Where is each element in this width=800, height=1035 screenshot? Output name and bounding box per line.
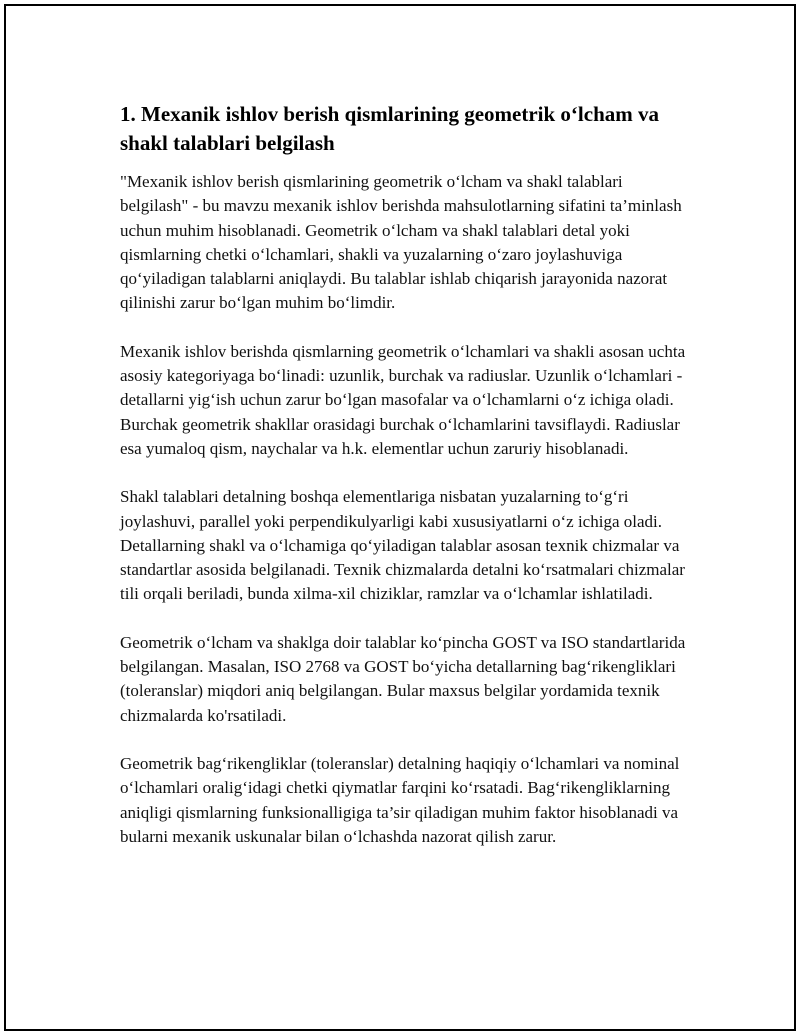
paragraph-dimension-categories: Mexanik ishlov berishda qismlarning geometrik o‘lchamlari va shakli asosan uchta asosiy kategoriyaga bo‘linadi: uzunlik, burchak va radiuslar. Uzunlik o‘lchamlari - detallarni yig‘ish uchun zarur bo‘lgan masofalar va o‘lchamlarni o‘z ichiga oladi. Burchak geometrik shakllar orasidagi burchak o‘lchamlarini tavsiflaydi. Radiuslar esa yumaloq qism, naychalar va h.k. elementlar uchun zaruriy hisoblanadi. [120,341,686,458]
paragraph-standards: Geometrik o‘lcham va shaklga doir talablar ko‘pincha GOST va ISO standartlarida belgilangan. Masalan, ISO 2768 va GOST bo‘yicha detallarning bag‘rikengliklari (toleranslar) miqdori aniq belgilangan. Bular maxsus belgilar yordamida texnik chizmalarda ko'rsatiladi. [120,632,686,725]
paragraph-shape-requirements: Shakl talablari detalning boshqa elementlariga nisbatan yuzalarning to‘g‘ri joylashuvi, parallel yoki perpendikulyarligi kabi xususiyatlarni o‘z ichiga oladi. Detallarning shakl va o‘lchamiga qo‘yiladigan talablar asosan texnik chizmalar va standartlar asosida belgilanadi. Texnik chizmalarda detalni ko‘rsatmalari chizmalar tili orqali beriladi, bunda xilma-xil chiziklar, ramzlar va o‘lchamlar ishlatiladi. [120,487,685,604]
document-body [120,100,694,873]
paragraph-intro: "Mexanik ishlov berish qismlarining geometrik o‘lcham va shakl talablari belgilash" - bu mavzu mexanik ishlov berishda mahsulotlarning sifatini ta’minlash uchun muhim hisoblanadi. Geometrik o‘lcham va shakl talablari detal yoki qismlarning chetki o‘lchamlari, shakli va yuzalarning o‘zaro joylashuviga qo‘yiladigan talablarni aniqlaydi. Bu talablar ishlab chiqarish jarayonida nazorat qilinishi zarur bo‘lgan muhim bo‘limdir. [120,172,682,313]
section-heading: 1. Mexanik ishlov berish qismlarining geometrik o‘lcham va shakl talablari belgilash [120,102,660,155]
page-frame [4,4,796,1031]
paragraph-tolerances: Geometrik bag‘rikengliklar (toleranslar) detalning haqiqiy o‘lchamlari va nominal o‘lchamlari oralig‘idagi chetki qiymatlar farqini ko‘rsatadi. Bag‘rikengliklarning aniqligi qismlarning funksionalligiga ta’sir qiladigan muhim faktor hisoblanadi va bularni mexanik uskunalar bilan o‘lchashda nazorat qilish zarur. [120,753,680,846]
